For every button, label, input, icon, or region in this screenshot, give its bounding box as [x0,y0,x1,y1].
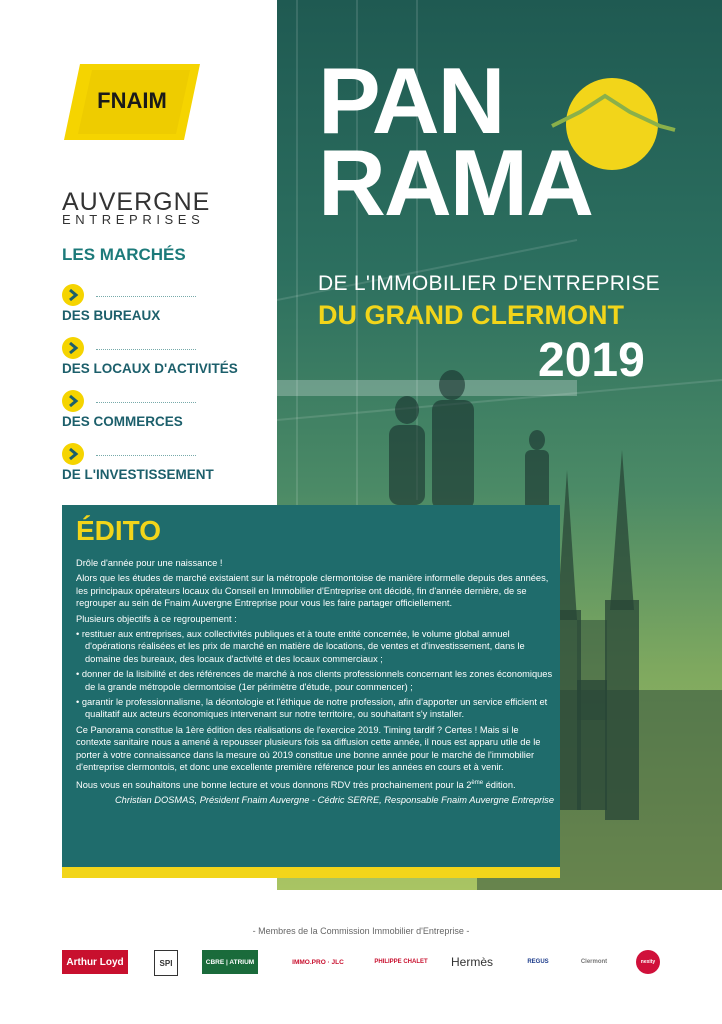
edito-bullet: • donner de la lisibilité et des références de marché à nos clients professionnels concernant les zones économiques de la grande métropole clermontoise (1er périmètre d'étude, pour commencer) ; [76,669,553,692]
edito-paragraph: Ce Panorama constitue la 1ère édition des réalisations de l'exercice 2019. Timing tardif ? Certes ! Mais si le contexte sanitaire nous a amené à repousser plusieurs fois sa diffusion cette année, il nous est apparu utile de le porter à votre connaissance dans la mesure où 2019 constitue une bonne année pour le marché de l'immobilier d'entreprise clermontois, et donc une excellente première référence pour les années en cours et à venir. [76,724,541,773]
divider [96,349,196,350]
page-title [318,48,592,235]
subtitle-line1: DE L'IMMOBILIER D'ENTREPRISE [318,272,660,295]
edito-paragraph [76,777,554,792]
edito-closing-end: édition. [483,779,516,790]
partner-logo-nexity: nexity [636,950,660,974]
chevron-right-icon [62,443,84,465]
edito-accent-bar [62,867,560,878]
edito-bullet: • restituer aux entreprises, aux collectivités publiques et à toute entité concernée, le volume global annuel d'opérations réalisées et les prix de marché en matière de locations, de ventes et d'investissement, dans le domaine des bureaux, des locaux d'activité et des locaux commerciaux ; [76,629,525,664]
edito-box [62,505,560,867]
title-line1: PAN [318,48,504,153]
market-item-locaux[interactable] [62,337,277,383]
subtitle-line2: DU GRAND CLERMONT [318,300,624,330]
divider [96,402,196,403]
members-caption: - Membres de la Commission Immobilier d'Entreprise - [252,926,470,936]
edito-paragraph: Alors que les études de marché existaient sur la métropole clermontoise de manière informelle depuis des années, les principaux opérateurs locaux du Conseil en Immobilier d'Entreprise ont décidé, fin d'année dernière, de se regrouper au sein de Fnaim Auvergne Entreprise pour vous les faire partager officiellement. [76,573,549,609]
edito-list [76,628,554,721]
chevron-right-icon [62,337,84,359]
fnaim-logo [62,58,202,146]
partner-logo-hermes: Hermès [450,955,493,969]
title-line2: RAMA [318,130,592,235]
market-item-label: DES BUREAUX [62,308,161,323]
brand-subtitle: ENTREPRISES [62,212,205,227]
chevron-right-icon [62,284,84,306]
edito-title: ÉDITO [76,515,162,546]
partner-logo-regus: REGUS [527,959,549,965]
divider [96,455,196,456]
chevron-right-icon [62,390,84,412]
title-year: 2019 [538,334,645,387]
market-item-label: DES LOCAUX D'ACTIVITÉS [62,361,238,376]
logo-text: FNAIM [97,88,167,113]
partner-logo-immopro: IMMO.PRO · JLC [292,958,344,966]
edito-paragraph: Drôle d'année pour une naissance ! [76,558,223,568]
divider [96,296,196,297]
edito-bullet: • garantir le professionnalisme, la déontologie et l'éthique de notre profession, afin d'apporter un service efficient et qualitatif aux acteurs économiques intervenant sur notre territoire, ou souhaitant s'y installer. [76,697,548,720]
market-item-bureaux[interactable] [62,284,277,330]
markets-title: LES MARCHÉS [62,245,186,264]
market-item-label: DES COMMERCES [62,414,183,429]
market-item-investissement[interactable] [62,443,277,489]
edito-closing: Nous vous en souhaitons une bonne lecture et vous donnons RDV très prochainement pour la 2 [76,779,472,790]
partner-logo-cbre: CBRE | ATRIUM [202,950,258,974]
edito-sup: ème [471,779,484,786]
partner-logo-arthur-loyd: Arthur Loyd [62,950,128,974]
edito-signature: Christian DOSMAS, Président Fnaim Auvergne - Cédric SERRE, Responsable Fnaim Auvergne Entreprise [114,795,554,805]
edito-body [76,557,554,809]
market-item-label: DE L'INVESTISSEMENT [62,467,214,482]
edito-paragraph: Plusieurs objectifs à ce regroupement : [76,613,237,624]
market-item-commerces[interactable] [62,390,277,436]
brand-name: AUVERGNE [62,188,211,216]
partner-logo-spi: SPI [154,950,178,976]
partner-logo-clermont: Clermont [580,959,608,965]
partner-logo-philippe-chalet: PHILIPPE CHALET [374,959,428,965]
